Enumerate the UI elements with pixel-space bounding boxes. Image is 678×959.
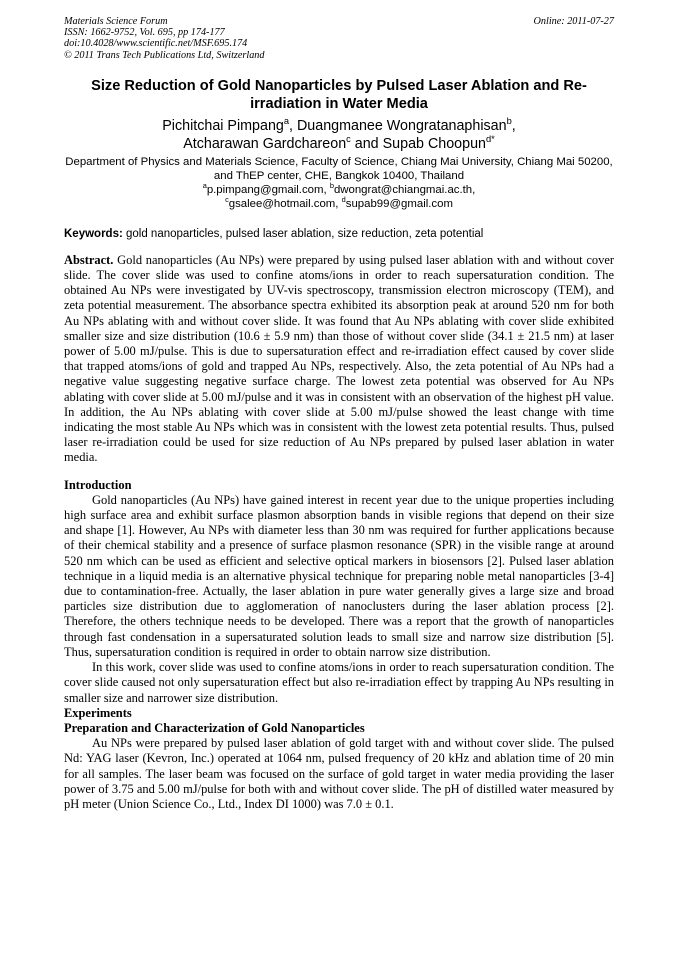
email-mark: d: [341, 195, 346, 205]
introduction-heading: Introduction: [64, 477, 132, 492]
issn-line: ISSN: 1662-9752, Vol. 695, pp 174-177: [64, 27, 225, 39]
doi-line: doi:10.4028/www.scientific.net/MSF.695.174: [64, 38, 248, 50]
author-email: dwongrat@chiangmai.ac.th,: [333, 183, 476, 196]
affiliation-department: Department of Physics and Materials Science, Faculty of Science, Chiang Mai University, Chiang Mai 50200, and ThEP center, CHE, Bangkok 10400, Thailand: [65, 155, 613, 182]
author-name: Pichitchai Pimpang: [162, 117, 284, 134]
author-name: Atcharawan Gardchareon: [183, 135, 347, 152]
body-paragraph: Gold nanoparticles (Au NPs) have gained interest in recent year due to the unique properties including high surface area and exhibit surface plasmon absorption bands in visible regions that depend on their size and shape [1]. However, Au NPs with diameter less than 30 nm was required for further applications because of their chemical stability and a presence of surface plasmon resonance (SPR) in the visible range at around 520 nm which can be used as efficient and selective optical markers in biosensors [2]. Pulsed laser ablation technique in a liquid media is an alternative physical technique for preparing noble metal nanoparticles [3-4] due to contamination-free. Actually, the laser ablation in pure water generally gives a large size and broad particles size distribution due to agglomeration of nanoclusters during the laser ablation process [2]. Therefore, the others technique needs to be developed. There was a report that the growth of nanoparticles through fast condensation in a supersaturated solution leads to small size and narrow size distribution [5]. Thus, supersaturation condition is required in order to obtain narrow size distribution.: [64, 492, 614, 659]
experiments-subheading: Preparation and Characterization of Gold Nanoparticles: [64, 720, 365, 735]
author-affil-mark: a: [283, 116, 290, 127]
author-email: gsalee@hotmail.com,: [228, 197, 339, 210]
affiliation-block: [64, 155, 614, 211]
email-mark: b: [329, 181, 334, 191]
keywords-text: gold nanoparticles, pulsed laser ablation, size reduction, zeta potential: [126, 227, 484, 240]
journal-header: [64, 16, 614, 61]
body-paragraph: In this work, cover slide was used to confine atoms/ions in order to reach supersaturation condition. The cover slide caused not only supersaturation effect but also re-irradiation effect by trapping Au NPs resulting in smaller size and narrower size distribution.: [64, 660, 614, 705]
paper-title: Size Reduction of Gold Nanoparticles by Pulsed Laser Ablation and Re-irradiation in Water Media: [91, 77, 587, 112]
author-affil-mark: d*: [485, 134, 495, 145]
abstract-text: Gold nanoparticles (Au NPs) were prepared by using pulsed laser ablation with and without cover slide. The cover slide was used to confine atoms/ions in order to reach supersaturation condition. The obtained Au NPs were investigated by UV-vis spectroscopy, transmission electron microscopy (TEM), and zeta potential measurement. The absorbance spectra exhibited its absorption peak at around 520 nm for both Au NPs ablating with and without cover slide. It was found that Au NPs ablating with cover slide exhibited smaller size and size distribution (10.6 ± 5.9 nm) than those of without cover slide (34.1 ± 21.5 nm) at laser power of 5.00 mJ/pulse. This is due to supersaturation effect and re-irradiation effect caused by cover slide that trapped atoms/ions of gold and trapped Au NPs, respectively. Also, the zeta potential of Au NPs had a negative value suggesting negative surface charge. The lowest zeta potential was observed for Au NPs ablating with cover slide at 5.00 mJ/pulse and it was in consistent with an observation of the highest pH value. In addition, the Au NPs ablating with cover slide at 5.00 mJ/pulse showed the least change with time indicating the most stable Au NPs which was in consistent with the lowest zeta potential results. Thus, pulsed laser re-irradiation could be used for size reduction of Au NPs prepared by pulsed laser ablation in water media.: [64, 252, 614, 465]
keywords-label: Keywords:: [64, 227, 123, 240]
author-list: Pichitchai Pimpang$^a$, Duangmanee Wongratanaphisan$^b$, Atcharawan Gardchareon$^c$ and Supab Choopun$^{d*}$: [162, 116, 516, 152]
author-email: p.pimpang@gmail.com,: [206, 183, 327, 196]
journal-name: Materials Science Forum: [64, 16, 168, 27]
experiments-heading: Experiments: [64, 705, 132, 720]
abstract-paragraph: [64, 253, 614, 466]
copyright-line: © 2011 Trans Tech Publications Ltd, Switzerland: [64, 49, 265, 61]
keywords-line: [64, 227, 614, 241]
author-conjunction: and: [354, 135, 379, 152]
author-email: supab99@gmail.com: [345, 197, 453, 210]
email-mark: c: [225, 195, 229, 205]
abstract-label: Abstract.: [64, 252, 114, 267]
author-affil-mark: b: [506, 116, 512, 127]
online-date: Online: 2011-07-27: [533, 16, 614, 27]
author-name: Duangmanee Wongratanaphisan: [296, 117, 507, 134]
email-mark: a: [202, 181, 207, 191]
author-name: Supab Choopun: [382, 135, 486, 152]
introduction-section: [64, 493, 614, 706]
author-affil-mark: c: [346, 134, 351, 145]
body-paragraph: Au NPs were prepared by pulsed laser ablation of gold target with and without cover slide. The pulsed Nd: YAG laser (Kevron, Inc.) operated at 1064 nm, pulsed frequency of 20 kHz and ablation time of 20 min for all samples. The laser beam was focused on the surface of gold target in water media providing the laser power of 3.75 and 5.00 mJ/pulse for both with and without cover slide. The pH of distilled water measured by pH meter (Union Science Co., Ltd., Index DI 1000) was 7.0 ± 0.1.: [64, 736, 614, 811]
experiments-section: [64, 736, 614, 812]
